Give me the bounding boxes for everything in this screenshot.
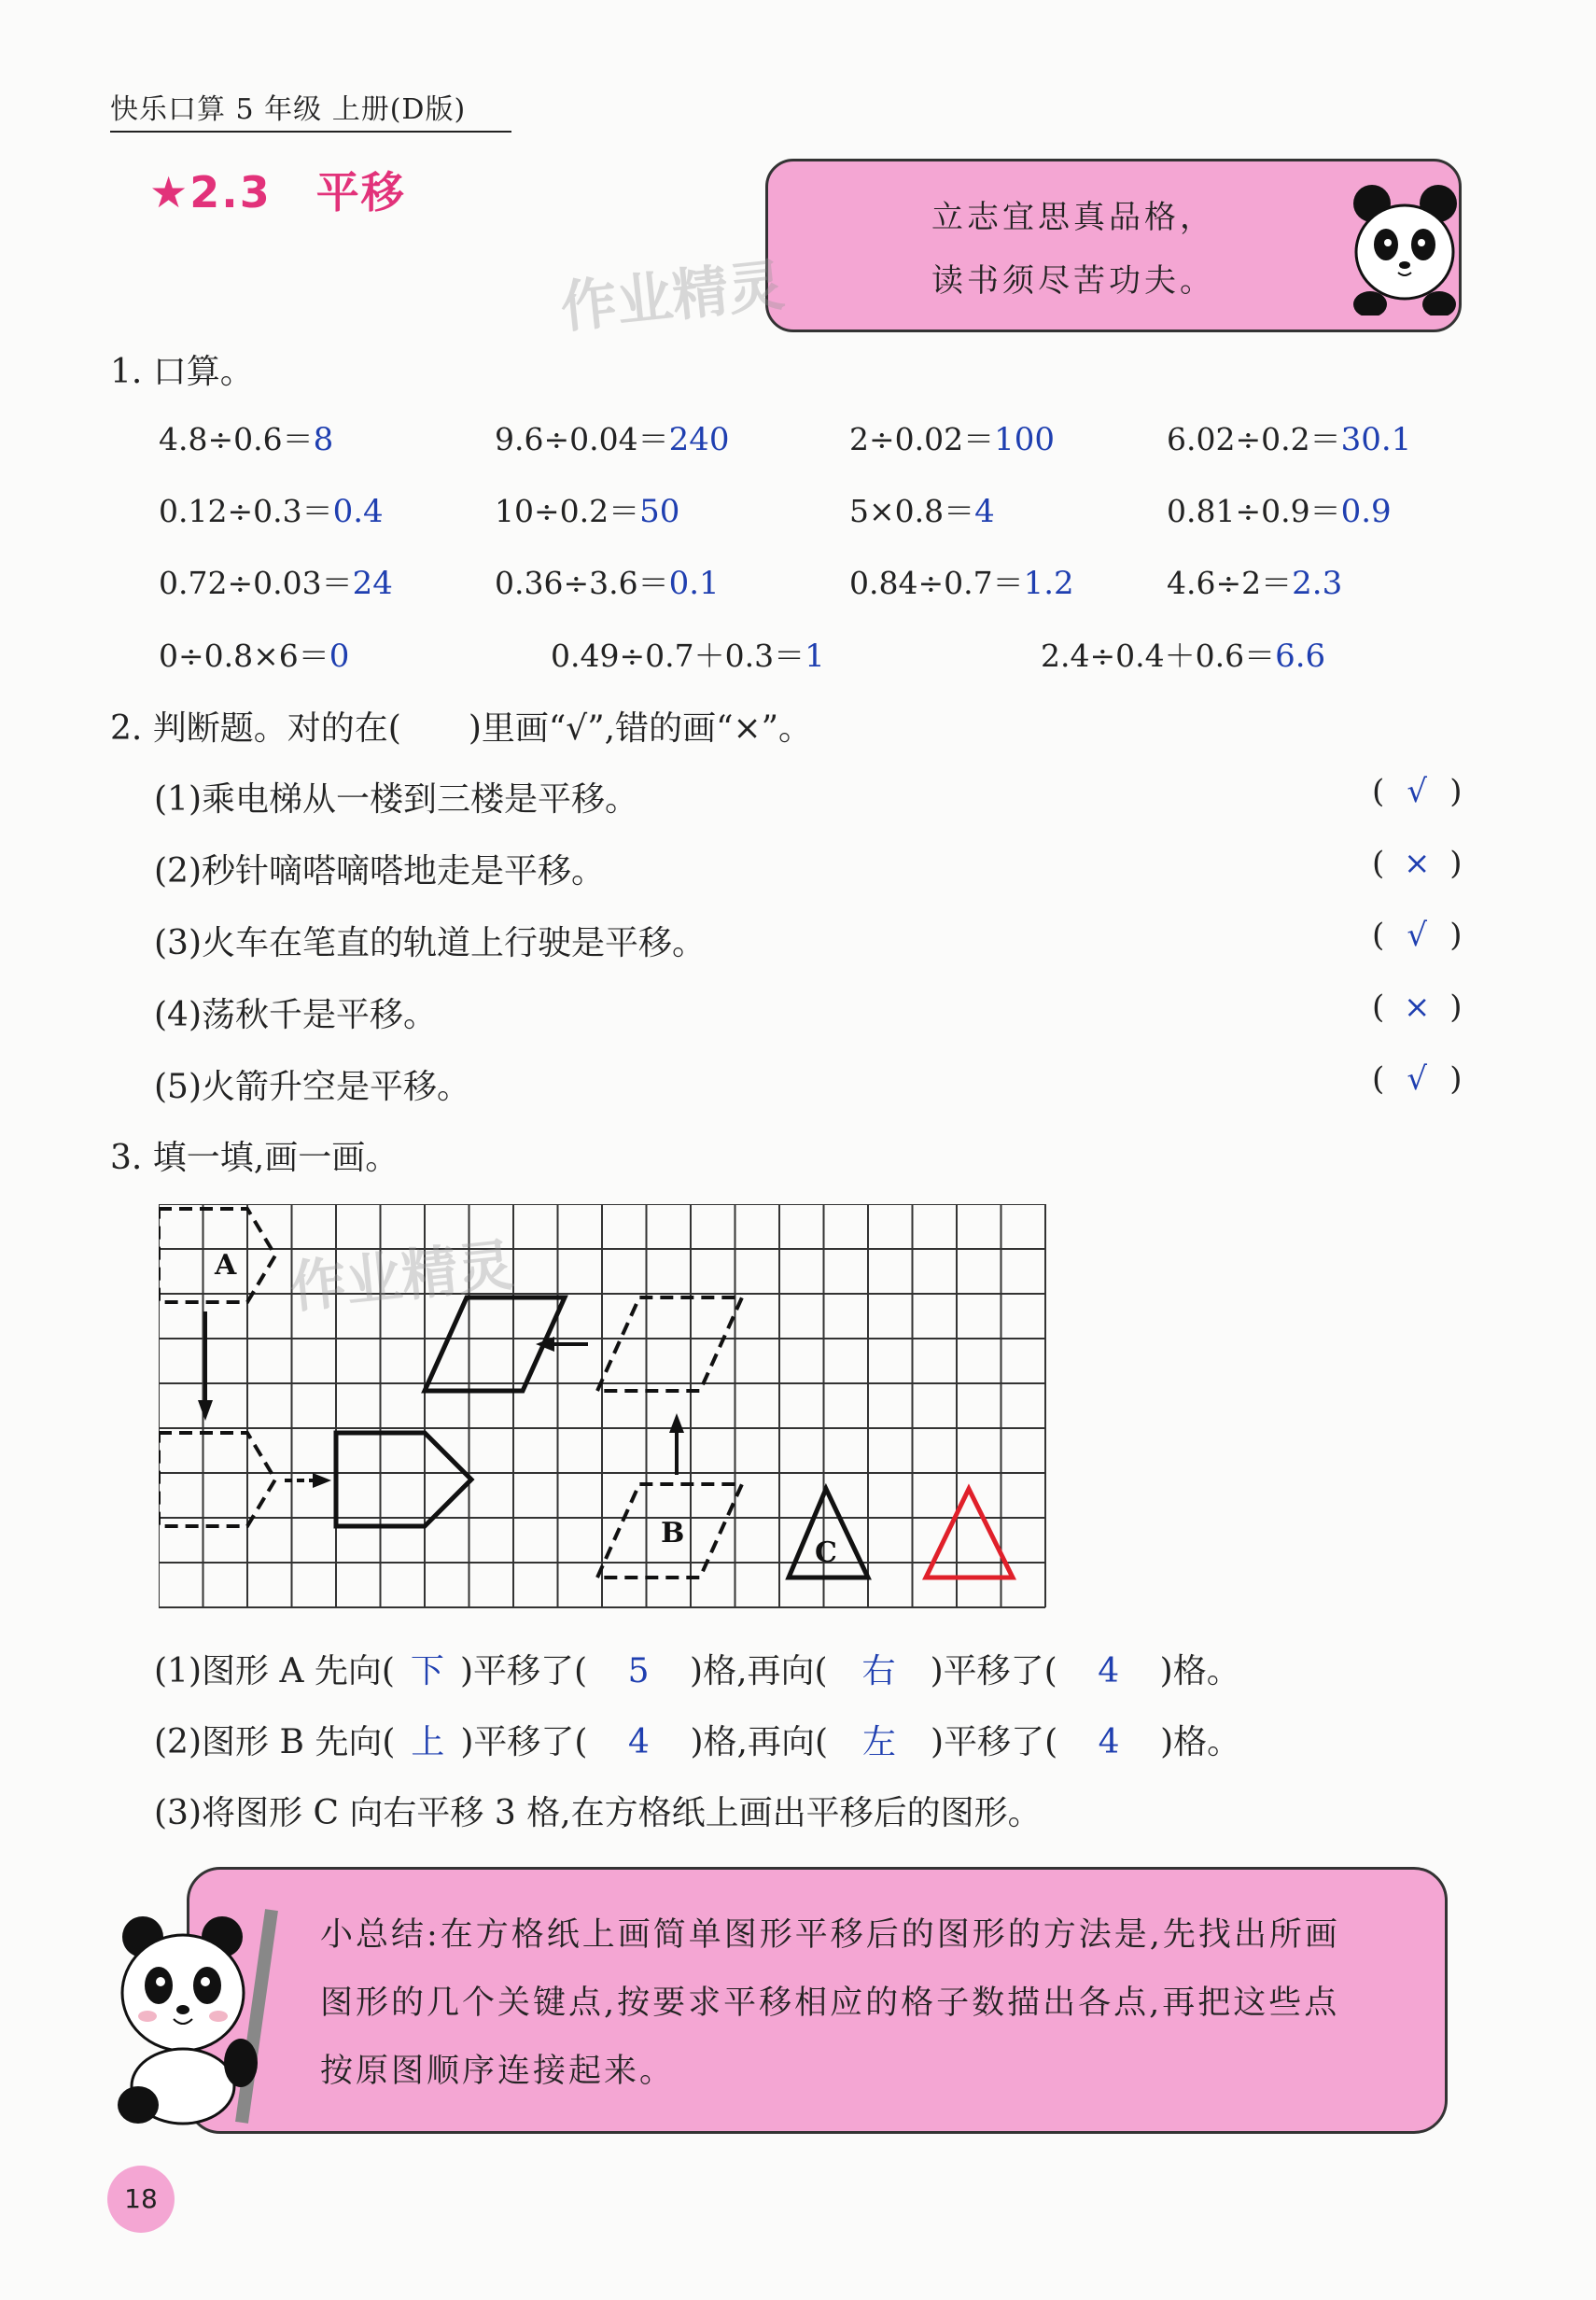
summary-box	[187, 1867, 1448, 2134]
fill1-answer-count-2: 4	[1098, 1652, 1120, 1690]
q1-answer: 100	[994, 421, 1056, 458]
summary-line-3: 按原图顺序连接起来。	[320, 2053, 676, 2090]
q1-item	[1041, 632, 1325, 676]
q2-statement: (5)火箭升空是平移。	[154, 1068, 470, 1106]
q1-item	[159, 487, 384, 531]
fill-line-1	[154, 1645, 1240, 1692]
motto-box	[765, 159, 1462, 332]
fill1-text-4: )平移了(	[930, 1652, 1057, 1690]
q1-item	[849, 415, 1055, 459]
triangle-c-translated	[926, 1489, 1013, 1578]
arrow-up-icon	[669, 1413, 684, 1433]
fill1-answer-direction-1: 下	[410, 1652, 444, 1690]
label-c: C	[815, 1536, 837, 1569]
panda-with-pen-icon	[110, 1890, 287, 2133]
q1-answer: 0	[329, 638, 350, 675]
arrow-down-icon	[198, 1400, 213, 1421]
q1-item	[159, 415, 333, 459]
q1-item	[159, 559, 393, 603]
q1-expression: 5×0.8＝	[849, 493, 975, 529]
q1-expression: 9.6÷0.04＝	[495, 421, 669, 457]
q1-expression: 0.36÷3.6＝	[495, 565, 669, 601]
q2-answer-box: ( × )	[1372, 845, 1463, 882]
fill2-answer-direction-2: 左	[862, 1723, 897, 1761]
q1-expression: 0.12÷0.3＝	[159, 493, 333, 529]
shape-a-final	[336, 1433, 471, 1526]
q1-item	[849, 487, 995, 531]
q1-item	[159, 632, 349, 676]
q2-answer: ×	[1404, 845, 1431, 882]
fill2-answer-direction-1: 上	[411, 1723, 445, 1761]
q2-answer: √	[1407, 1060, 1428, 1098]
q2-statement: (2)秒针嘀嗒嘀嗒地走是平移。	[154, 852, 605, 891]
q1-answer: 8	[313, 421, 334, 458]
q2-statement: (3)火车在笔直的轨道上行驶是平移。	[154, 924, 706, 962]
shape-a-intermediate	[159, 1433, 275, 1526]
q1-expression: 2÷0.02＝	[849, 421, 995, 457]
q1-item	[551, 632, 825, 676]
fill2-answer-count-2: 4	[1098, 1723, 1120, 1761]
page-number: 18	[107, 2166, 175, 2233]
q1-item	[1167, 415, 1411, 459]
q1-expression: 0.72÷0.03＝	[159, 565, 353, 601]
q1-answer: 30.1	[1340, 421, 1412, 458]
watermark-2: 作业精灵	[287, 1232, 517, 1322]
book-title: 快乐口算 5 年级 上册(D版)	[110, 86, 511, 133]
q1-title: 1. 口算。	[110, 353, 254, 391]
q2-answer: √	[1407, 917, 1428, 954]
q1-answer: 0.1	[668, 565, 720, 602]
motto-line-1: 立志宜思真品格，	[931, 199, 1215, 236]
q1-expression: 0.49÷0.7＋0.3＝	[551, 638, 805, 674]
label-b: B	[661, 1517, 685, 1550]
q2-answer: √	[1407, 773, 1428, 810]
fill2-text-3: )格,再向(	[690, 1723, 829, 1761]
q1-item	[1167, 559, 1342, 603]
q1-answer: 0.4	[332, 493, 384, 530]
q1-answer: 240	[668, 421, 730, 458]
fill2-answer-count-1: 4	[628, 1723, 650, 1761]
q3-title: 3. 填一填,画一画。	[110, 1139, 399, 1177]
q1-item	[495, 487, 679, 531]
label-a: A	[215, 1249, 237, 1282]
shape-b-intermediate	[597, 1297, 742, 1391]
fill1-text-3: )格,再向(	[690, 1652, 828, 1690]
summary-line-2: 图形的几个关键点,按要求平移相应的格子数描出各点,再把这些点	[320, 1984, 1340, 2022]
q1-expression: 10÷0.2＝	[495, 493, 640, 529]
q2-answer-box: ( × )	[1372, 989, 1463, 1026]
q1-expression: 0.84÷0.7＝	[849, 565, 1024, 601]
q1-answer: 1	[805, 638, 825, 675]
fill-line-3: (3)将图形 C 向右平移 3 格,在方格纸上画出平移后的图形。	[154, 1794, 1042, 1832]
q1-item	[1167, 487, 1392, 531]
fill2-text-2: )平移了(	[460, 1723, 588, 1761]
q1-answer: 0.9	[1340, 493, 1392, 530]
q1-answer: 50	[639, 493, 680, 530]
q1-item	[495, 415, 730, 459]
q1-answer: 4	[974, 493, 995, 530]
summary-line-1: 小总结:在方格纸上画简单图形平移后的图形的方法是,先找出所画	[320, 1916, 1340, 1954]
q2-answer-box: ( √ )	[1372, 773, 1463, 810]
q2-answer-box: ( √ )	[1372, 917, 1463, 954]
motto-line-2: 读书须尽苦功夫。	[931, 262, 1215, 300]
q2-statement: (4)荡秋千是平移。	[154, 996, 437, 1034]
fill1-text-5: )格。	[1159, 1652, 1240, 1690]
section-title: ★2.3 平移	[149, 167, 406, 217]
fill1-answer-count-1: 5	[627, 1652, 650, 1690]
q1-expression: 0.81÷0.9＝	[1167, 493, 1341, 529]
q2-answer: ×	[1404, 989, 1431, 1026]
fill2-text-5: )格。	[1160, 1723, 1241, 1761]
q1-answer: 6.6	[1275, 638, 1326, 675]
q1-answer: 2.3	[1292, 565, 1343, 602]
fill1-answer-direction-2: 右	[861, 1652, 896, 1690]
q1-item	[495, 559, 720, 603]
q1-expression: 2.4÷0.4＋0.6＝	[1041, 638, 1276, 674]
fill1-text-2: )平移了(	[459, 1652, 588, 1690]
q1-item	[849, 559, 1074, 603]
fill2-text-4: )平移了(	[931, 1723, 1058, 1761]
q1-answer: 24	[352, 565, 393, 602]
q1-expression: 4.6÷2＝	[1167, 565, 1293, 601]
q2-answer-box: ( √ )	[1372, 1060, 1463, 1098]
q2-statement: (1)乘电梯从一楼到三楼是平移。	[154, 780, 638, 819]
fill-line-2	[154, 1716, 1240, 1763]
q2-title: 2. 判断题。对的在( )里画“√”,错的画“×”。	[110, 709, 813, 748]
arrow-right-icon	[313, 1473, 331, 1488]
watermark: 作业精灵	[557, 252, 788, 342]
q1-expression: 6.02÷0.2＝	[1167, 421, 1341, 457]
q1-expression: 0÷0.8×6＝	[159, 638, 329, 674]
fill1-text-1: (1)图形 A 先向(	[154, 1652, 395, 1690]
q1-answer: 1.2	[1023, 565, 1074, 602]
q1-expression: 4.8÷0.6＝	[159, 421, 314, 457]
panda-head-icon	[1351, 175, 1459, 316]
fill2-text-1: (2)图形 B 先向(	[154, 1723, 396, 1761]
